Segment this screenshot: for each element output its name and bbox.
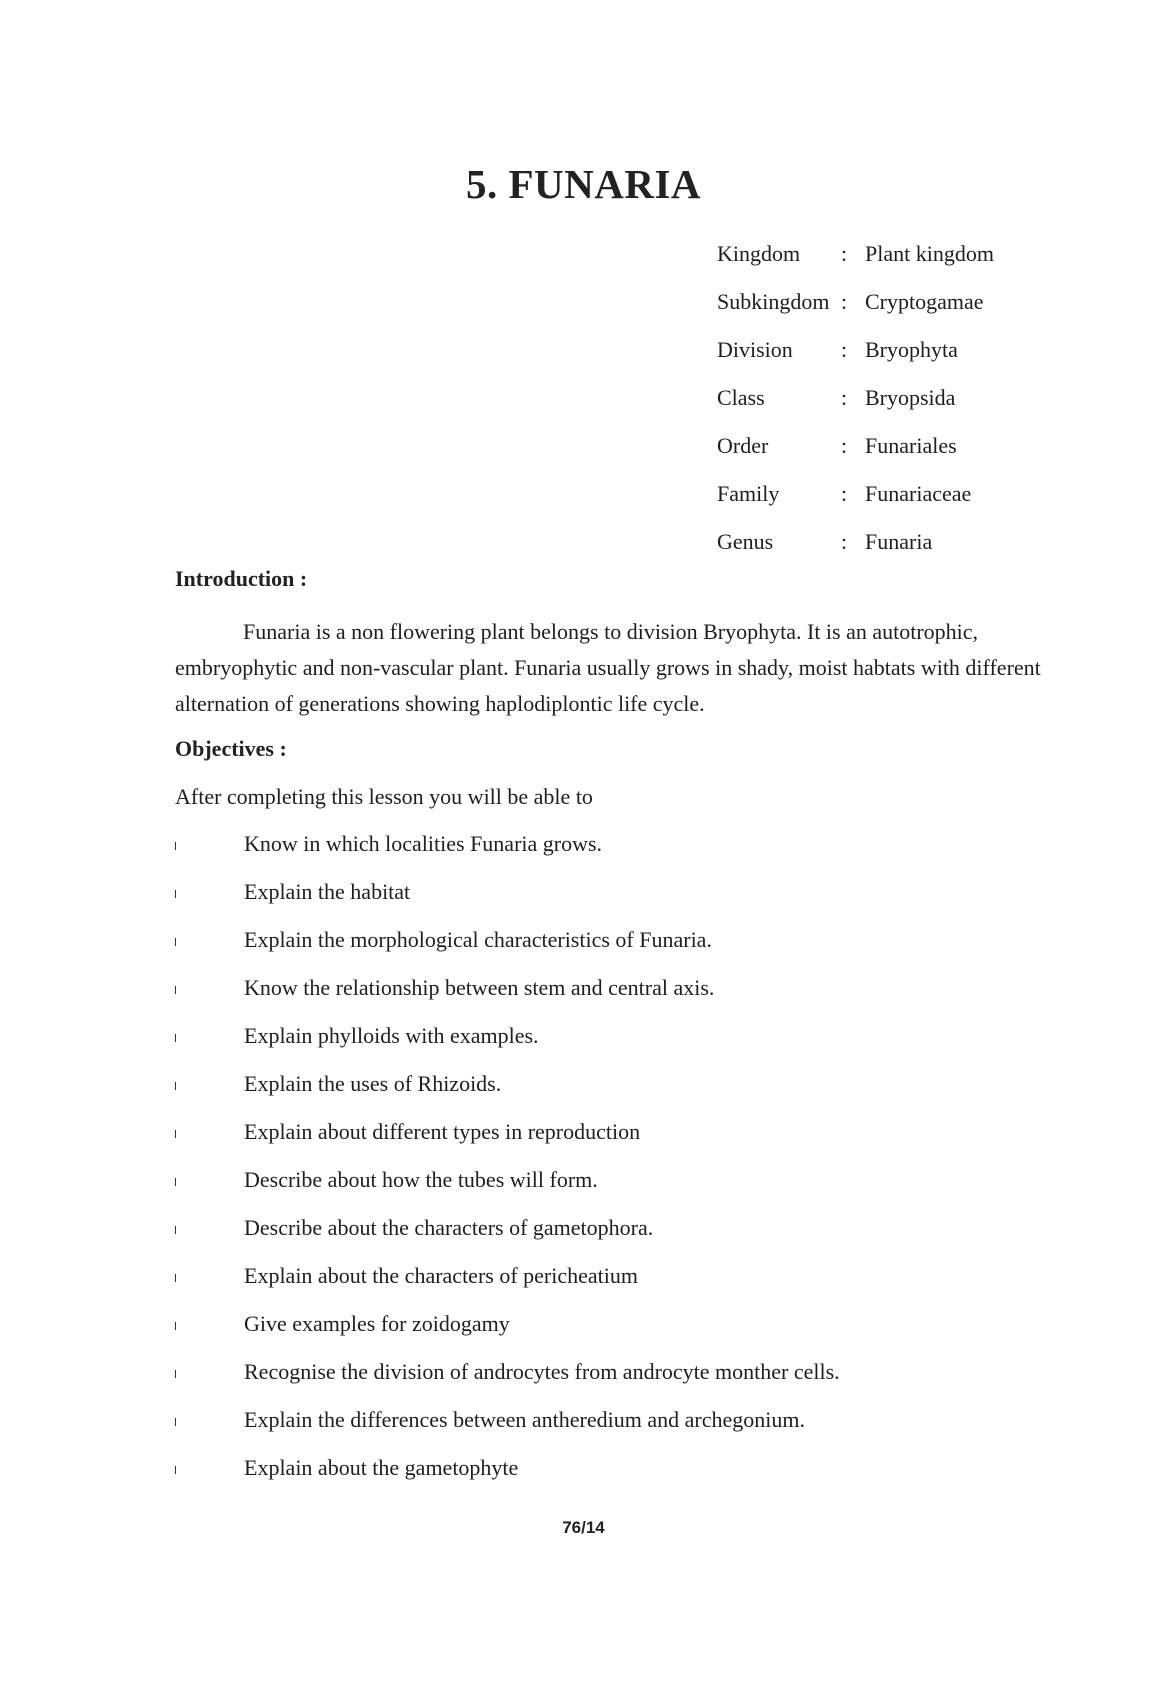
objectives-heading: Objectives :	[175, 736, 287, 761]
list-item	[175, 1356, 1075, 1404]
objective-text: Explain the uses of Rhizoids.	[244, 1071, 502, 1096]
classification-row-subkingdom	[717, 278, 1137, 326]
page-title: 5. FUNARIA	[465, 161, 702, 207]
classification-row-family	[717, 470, 1137, 518]
list-item	[175, 1452, 1075, 1500]
bullet-mark	[175, 1274, 176, 1282]
classification-value: Plant kingdom	[865, 241, 994, 266]
list-item	[175, 1164, 1075, 1212]
classification-separator: :	[841, 385, 848, 410]
classification-rank: Subkingdom	[717, 289, 830, 314]
objective-text: Give examples for zoidogamy	[244, 1311, 510, 1336]
classification-separator: :	[841, 433, 848, 458]
objective-text: Explain the morphological characteristics of Funaria.	[244, 927, 712, 952]
objective-text: Recognise the division of androcytes from androcyte monther cells.	[244, 1359, 840, 1384]
classification-row-class	[717, 374, 1137, 422]
list-item	[175, 1308, 1075, 1356]
list-item	[175, 972, 1075, 1020]
classification-rank: Order	[717, 433, 769, 458]
list-item	[175, 1404, 1075, 1452]
list-item	[175, 1020, 1075, 1068]
objective-text: Know the relationship between stem and central axis.	[244, 975, 715, 1000]
list-item	[175, 1068, 1075, 1116]
bullet-mark	[175, 842, 176, 850]
classification-value: Cryptogamae	[865, 289, 984, 314]
objective-text: Explain the differences between antheredium and archegonium.	[244, 1407, 805, 1432]
objective-text: Explain about the characters of pericheatium	[244, 1263, 638, 1288]
bullet-mark	[175, 938, 176, 946]
classification-row-division	[717, 326, 1137, 374]
bullet-mark	[175, 1370, 176, 1378]
classification-rank: Genus	[717, 529, 774, 554]
page-number: 76/14	[562, 1518, 605, 1537]
classification-separator: :	[841, 241, 848, 266]
list-item	[175, 1212, 1075, 1260]
objective-text: Explain phylloids with examples.	[244, 1023, 539, 1048]
bullet-mark	[175, 1082, 176, 1090]
classification-value: Funaria	[865, 529, 933, 554]
classification-table	[717, 230, 1137, 566]
classification-value: Bryophyta	[865, 337, 958, 362]
classification-row-order	[717, 422, 1137, 470]
classification-rank: Class	[717, 385, 765, 410]
objective-text: Explain about different types in reproduction	[244, 1119, 641, 1144]
objectives-list	[175, 828, 1075, 1500]
list-item	[175, 828, 1075, 876]
objective-text: Describe about the characters of gametophora.	[244, 1215, 654, 1240]
bullet-mark	[175, 1466, 176, 1474]
bullet-mark	[175, 1130, 176, 1138]
classification-rank: Kingdom	[717, 241, 801, 266]
list-item	[175, 876, 1075, 924]
bullet-mark	[175, 890, 176, 898]
list-item	[175, 1260, 1075, 1308]
introduction-heading: Introduction :	[175, 566, 308, 591]
objective-text: Explain about the gametophyte	[244, 1455, 519, 1480]
bullet-mark	[175, 1034, 176, 1042]
bullet-mark	[175, 1178, 176, 1186]
introduction-paragraph: Funaria is a non flowering plant belongs to division Bryophyta. It is an autotrophic, embryophytic and non-vascular plant. Funaria usually grows in shady, moist habtats with different alternation of generations showing haplodiplontic life cycle.	[175, 619, 1041, 716]
bullet-mark	[175, 1226, 176, 1234]
classification-separator: :	[841, 481, 848, 506]
list-item	[175, 1116, 1075, 1164]
list-item	[175, 924, 1075, 972]
objective-text: Describe about how the tubes will form.	[244, 1167, 598, 1192]
bullet-mark	[175, 986, 176, 994]
classification-value: Funariaceae	[865, 481, 972, 506]
objective-text: Know in which localities Funaria grows.	[244, 831, 603, 856]
classification-row-kingdom	[717, 230, 1137, 278]
classification-value: Bryopsida	[865, 385, 956, 410]
classification-rank: Division	[717, 337, 793, 362]
objectives-lead: After completing this lesson you will be able to	[175, 784, 593, 809]
objective-text: Explain the habitat	[244, 879, 411, 904]
classification-separator: :	[841, 289, 848, 314]
classification-value: Funariales	[865, 433, 957, 458]
bullet-mark	[175, 1418, 176, 1426]
classification-row-genus	[717, 518, 1137, 566]
bullet-mark	[175, 1322, 176, 1330]
classification-separator: :	[841, 529, 848, 554]
classification-separator: :	[841, 337, 848, 362]
classification-rank: Family	[717, 481, 780, 506]
